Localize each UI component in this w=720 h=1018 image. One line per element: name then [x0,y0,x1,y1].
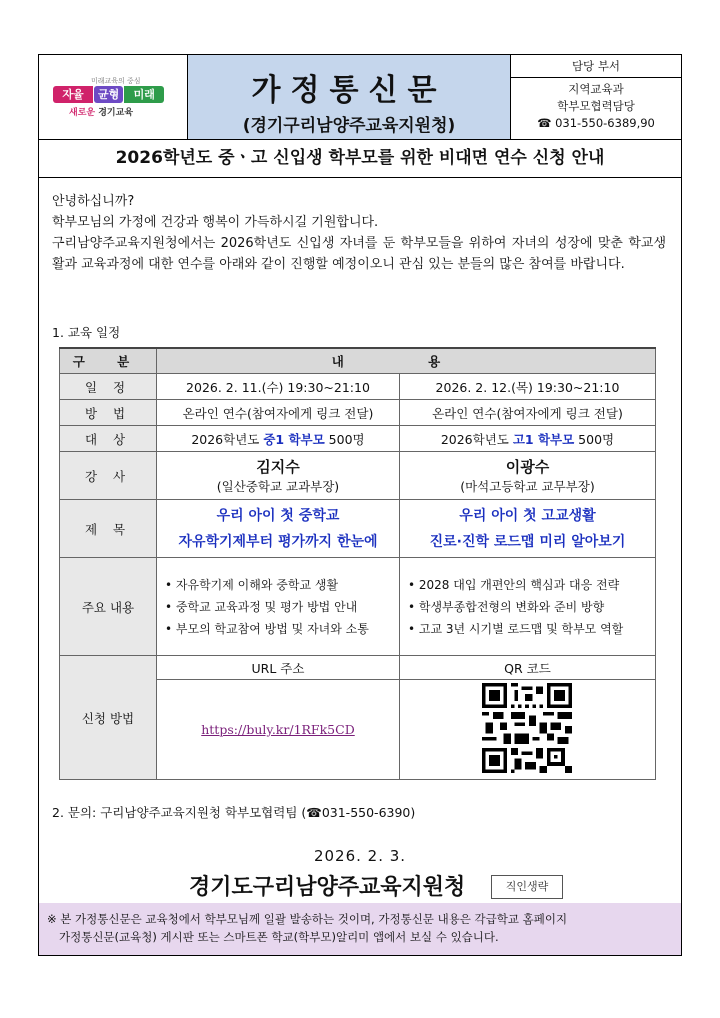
lecturer-high-role: (마석고등학교 교무부장) [460,479,595,494]
schedule-table [59,347,656,780]
logo-slogan: 미래교육의 중심 [91,77,141,85]
target-middle [157,426,400,452]
logo-sub-dark: 경기교육 [98,108,134,118]
header-content [157,348,656,374]
lecturer-middle-role: (일산중학교 교과부장) [216,479,340,494]
title-high-line1: 우리 아이 첫 고교생활 [459,507,596,524]
header-category-text: 구 분 [72,354,144,369]
qr-code-image[interactable] [482,683,572,773]
notice-frame [38,54,682,956]
table-row-date [60,374,656,400]
title-middle-line2: 자유학기제부터 평가까지 한눈에 [178,533,378,550]
header-content-text: 내 용 [331,354,481,369]
department-box [511,55,681,139]
content-middle [157,558,400,656]
application-url-link[interactable]: https://buly.kr/1RFk5CD [201,722,355,737]
logo-chip-balance: 균형 [94,86,123,103]
intro-text [52,191,666,275]
content-middle-list [157,574,399,640]
header-category [60,348,157,374]
list-item: • 중학교 교육과정 및 평가 방법 안내 [165,596,399,618]
lecturer-middle-name: 김지수 [256,458,300,476]
dept-line1: 지역교육과 [568,82,624,96]
date-high: 2026. 2. 12.(목) 19:30~21:10 [399,374,655,400]
list-item: • 2028 대입 개편안의 핵심과 대응 전략 [408,574,655,596]
table-row-target [60,426,656,452]
row-label-apply: 신청 방법 [60,656,157,780]
content-high-list [400,574,655,640]
lecturer-high [399,452,655,500]
row-label-target: 대 상 [60,426,157,452]
header [39,55,681,140]
dept-label: 담당 부서 [511,55,681,78]
logo-sub-red: 새로운 [69,108,96,118]
target-middle-post: 500명 [324,431,365,447]
list-item: • 학생부종합전형의 변화와 준비 방향 [408,596,655,618]
list-item: • 부모의 학교참여 방법 및 자녀와 소통 [165,618,399,640]
lecturer-middle [157,452,400,500]
target-high-post: 500명 [574,431,615,447]
list-item: • 자유학기제 이해와 중학교 생활 [165,574,399,596]
title-middle-line1: 우리 아이 첫 중학교 [216,507,340,524]
content-high [399,558,655,656]
target-high-em: 고1 학부모 [512,431,575,447]
dept-phone: ☎ 031-550-6389,90 [537,116,655,130]
intro-wish: 학부모님의 가정에 건강과 행복이 가득하시길 기원합니다. [52,215,379,230]
logo-chip-autonomy: 자율 [53,86,93,103]
title-box [188,55,511,139]
lecturer-high-name: 이광수 [505,458,550,476]
intro-body: 구리남양주교육지원청에서는 2026학년도 신입생 자녀를 둔 학부모들을 위하여 자녀의 성장에 맞춘 학교생활과 교육과정에 대한 연수를 아래와 같이 진행할 예정이오니 관심 있는 분들의 많은 참여를 바랍니다. [52,236,666,272]
target-middle-pre: 2026학년도 [191,431,264,447]
page-title: 가정통신문 [251,73,447,108]
gyeonggi-education-logo [39,55,188,139]
table-header-row [60,348,656,374]
issue-date: 2026. 2. 3. [313,847,407,865]
issuing-organization: 경기도구리남양주교육지원청 [189,875,466,900]
qr-header: QR 코드 [399,656,655,680]
footer-note [39,903,681,955]
date-middle: 2026. 2. 11.(수) 19:30~21:10 [157,374,400,400]
notice-banner-title: 2026학년도 중ㆍ고 신입생 학부모를 위한 비대면 연수 신청 안내 [39,139,681,178]
title-high [399,500,655,558]
dept-line2: 학부모협력담당 [557,99,635,113]
footer-line2: 가정통신문(교육청) 게시판 또는 스마트폰 학교(학부모)알리미 앱에서 보실 수 있습니다. [59,930,499,944]
list-item: • 고교 3년 시기별 로드맵 및 학부모 역할 [408,618,655,640]
row-label-method: 방 법 [60,400,157,426]
row-label-date: 일 정 [60,374,157,400]
target-middle-em: 중1 학부모 [263,431,325,447]
url-cell [157,680,400,780]
method-middle: 온라인 연수(참여자에게 링크 전달) [157,400,400,426]
target-high-pre: 2026학년도 [440,431,513,447]
title-middle [157,500,400,558]
method-high: 온라인 연수(참여자에게 링크 전달) [399,400,655,426]
section-2-inquiry: 2. 문의: 구리남양주교육지원청 학부모협력팀 (☎031-550-6390) [52,805,416,820]
section-1-heading: 1. 교육 일정 [52,325,121,340]
footer-line1: ※ 본 가정통신문은 교육청에서 학부모님께 일괄 발송하는 것이며, 가정통신문 내용은 각급학교 홈페이지 [47,912,568,926]
page-subtitle: (경기구리남양주교육지원청) [242,116,456,136]
table-row-lecturer [60,452,656,500]
table-row-content [60,558,656,656]
qr-cell [399,680,655,780]
table-row-title [60,500,656,558]
table-row-method [60,400,656,426]
intro-greeting: 안녕하십니까? [52,194,135,209]
target-high [399,426,655,452]
url-header: URL 주소 [157,656,400,680]
logo-subtitle [69,105,133,118]
seal-omitted-stamp: 직인생략 [491,875,563,899]
row-label-content: 주요 내용 [60,558,157,656]
row-label-lecturer: 강 사 [60,452,157,500]
logo-chip-future: 미래 [124,86,164,103]
logo-chips [53,86,164,103]
row-label-title: 제 목 [60,500,157,558]
table-row-apply-header [60,656,656,680]
title-high-line2: 진로·진학 로드맵 미리 알아보기 [429,533,626,550]
